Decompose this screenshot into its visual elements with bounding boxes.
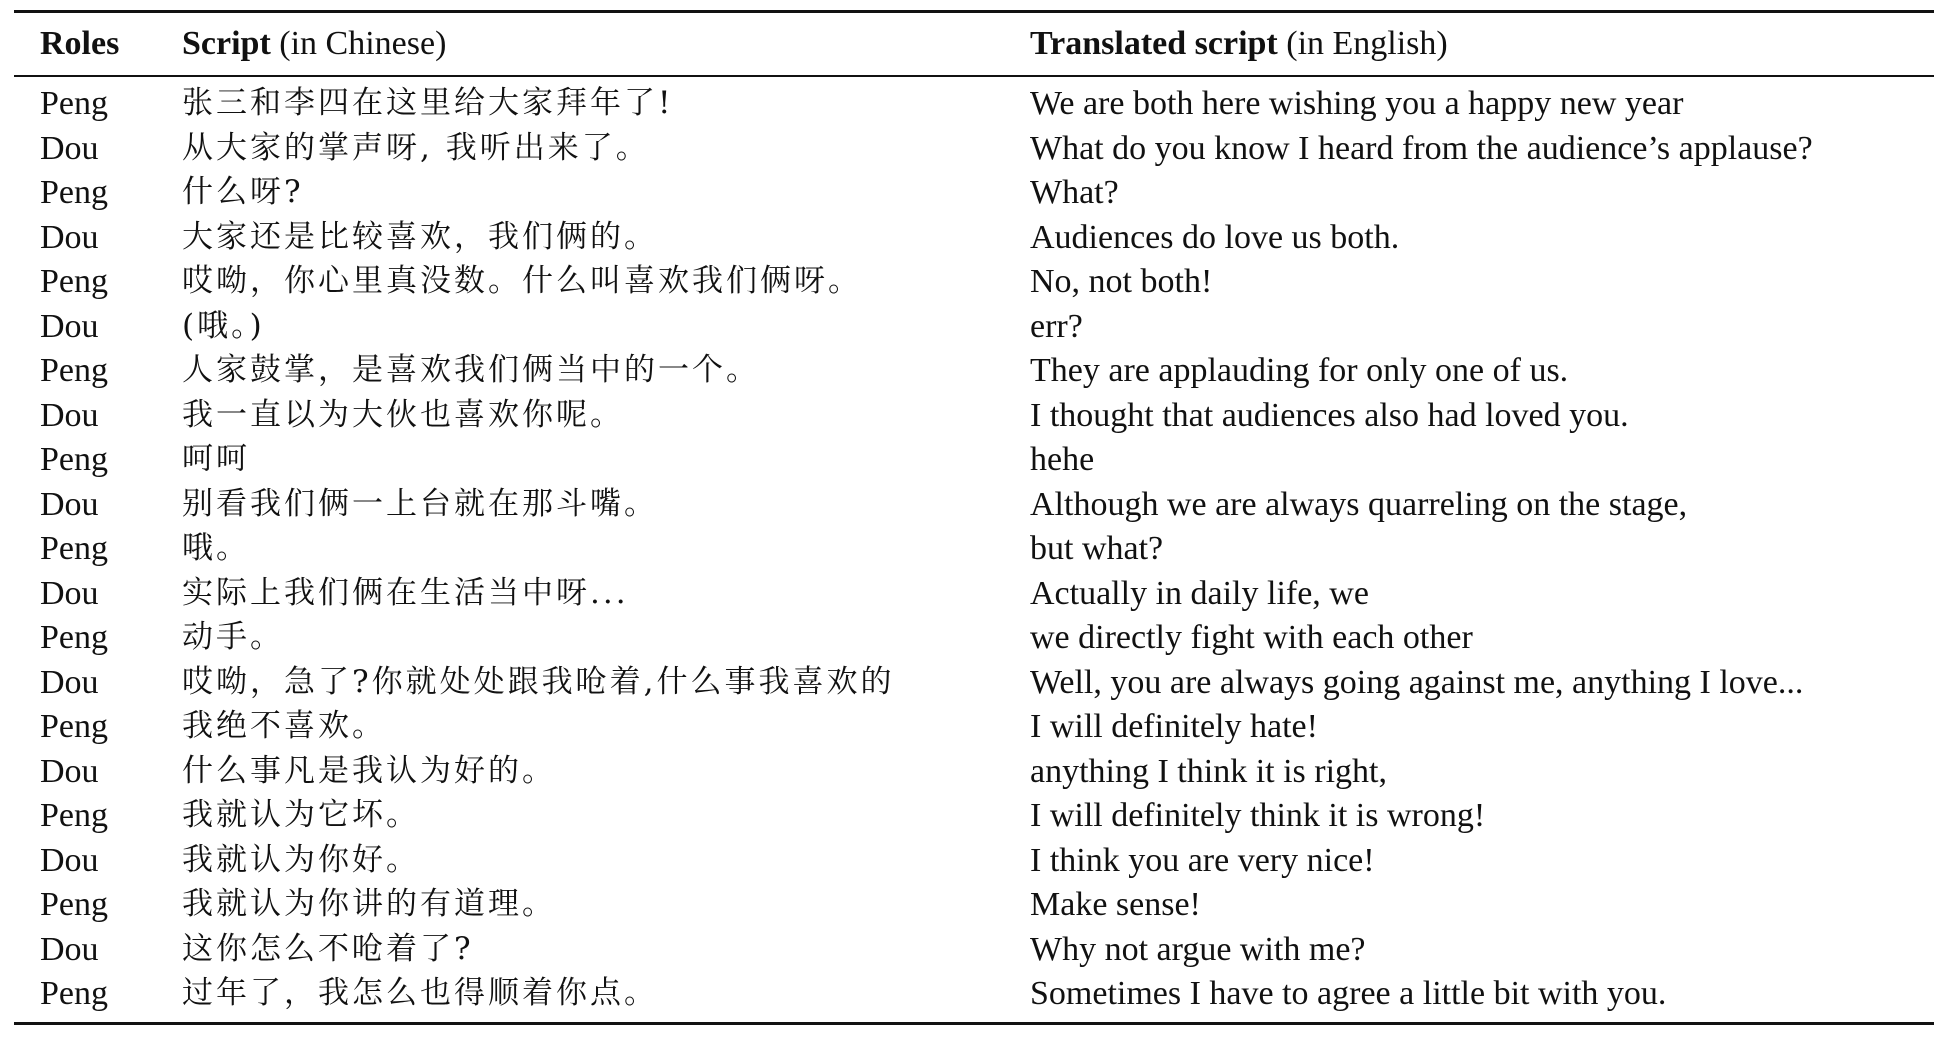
role-cell: Peng (40, 530, 108, 567)
role-cell: Peng (40, 797, 108, 834)
chinese-script-cell: 张三和李四在这里给大家拜年了! (182, 85, 674, 121)
english-script-cell: We are both here wishing you a happy new year (1030, 85, 1684, 122)
chinese-script-cell: 什么呀? (182, 174, 304, 210)
chinese-script-cell: 大家还是比较喜欢，我们俩的。 (182, 218, 658, 255)
chinese-script-cell: 别看我们俩一上台就在那斗嘴。 (182, 485, 658, 522)
english-script-cell: They are applauding for only one of us. (1030, 352, 1569, 389)
chinese-script-cell: 哎呦，你心里真没数。什么叫喜欢我们俩呀。 (182, 263, 862, 299)
english-script-cell: I will definitely think it is wrong! (1030, 797, 1486, 834)
english-script-cell: Audiences do love us both. (1030, 218, 1400, 256)
table-row (14, 304, 1934, 349)
role-cell: Peng (40, 975, 108, 1012)
script-table (14, 10, 1934, 1025)
table-row (14, 571, 1934, 616)
chinese-script-cell: 呵呵 (182, 441, 250, 477)
english-script-cell: Well, you are always going against me, anything I love... (1030, 663, 1804, 701)
chinese-script-cell: (哦。) (182, 307, 265, 344)
header-script (182, 27, 446, 61)
table-row (14, 170, 1934, 215)
english-script-cell: No, not both! (1030, 263, 1213, 300)
table-row (14, 126, 1934, 171)
table-row (14, 81, 1934, 126)
role-cell: Peng (40, 174, 108, 211)
english-script-cell: we directly fight with each other (1030, 619, 1473, 656)
role-cell: Dou (40, 663, 99, 701)
chinese-script-cell: 从大家的掌声呀, 我听出来了。 (182, 129, 650, 166)
chinese-script-cell: 人家鼓掌，是喜欢我们俩当中的一个。 (182, 352, 760, 388)
role-cell: Dou (40, 841, 99, 879)
role-cell: Dou (40, 307, 99, 345)
role-cell: Peng (40, 619, 108, 656)
table-row (14, 971, 1934, 1016)
role-cell: Peng (40, 85, 108, 122)
english-script-cell: Actually in daily life, we (1030, 574, 1369, 612)
english-script-cell: Sometimes I have to agree a little bit with you. (1030, 975, 1667, 1012)
table-row (14, 259, 1934, 304)
role-cell: Peng (40, 708, 108, 745)
chinese-script-cell: 哎呦，急了?你就处处跟我呛着,什么事我喜欢的 (182, 663, 895, 700)
table-row (14, 437, 1934, 482)
table-row (14, 749, 1934, 794)
chinese-script-cell: 什么事凡是我认为好的。 (182, 752, 556, 789)
table-row (14, 348, 1934, 393)
role-cell: Dou (40, 218, 99, 256)
table-body (14, 77, 1934, 1022)
role-cell: Peng (40, 441, 108, 478)
chinese-script-cell: 我就认为它坏。 (182, 797, 420, 833)
table-row (14, 838, 1934, 883)
english-script-cell: Why not argue with me? (1030, 930, 1366, 968)
header-translated-bold: Translated script (1030, 25, 1278, 62)
table-row (14, 615, 1934, 660)
role-cell: Dou (40, 129, 99, 167)
english-script-cell: What? (1030, 174, 1119, 211)
english-script-cell: but what? (1030, 530, 1164, 567)
english-script-cell: What do you know I heard from the audience’s applause? (1030, 129, 1813, 167)
chinese-script-cell: 我一直以为大伙也喜欢你呢。 (182, 396, 624, 433)
english-script-cell: err? (1030, 307, 1083, 345)
table-row (14, 927, 1934, 972)
header-roles: Roles (40, 25, 120, 62)
role-cell: Dou (40, 574, 99, 612)
chinese-script-cell: 我就认为你好。 (182, 841, 420, 878)
english-script-cell: hehe (1030, 441, 1095, 478)
role-cell: Peng (40, 886, 108, 923)
role-cell: Peng (40, 352, 108, 389)
header-translated-rest: (in English) (1277, 25, 1448, 62)
english-script-cell: Although we are always quarreling on the stage, (1030, 485, 1688, 523)
english-script-cell: I thought that audiences also had loved you. (1030, 396, 1629, 434)
chinese-script-cell: 动手。 (182, 619, 284, 655)
role-cell: Dou (40, 485, 99, 523)
role-cell: Dou (40, 752, 99, 790)
table-row (14, 393, 1934, 438)
chinese-script-cell: 过年了，我怎么也得顺着你点。 (182, 975, 658, 1011)
bottom-rule (14, 1022, 1934, 1025)
english-script-cell: I think you are very nice! (1030, 841, 1375, 879)
english-script-cell: Make sense! (1030, 886, 1201, 923)
chinese-script-cell: 我绝不喜欢。 (182, 708, 386, 744)
english-script-cell: I will definitely hate! (1030, 708, 1318, 745)
table-row (14, 526, 1934, 571)
role-cell: Peng (40, 263, 108, 300)
header-translated (1030, 27, 1448, 61)
table-row (14, 660, 1934, 705)
chinese-script-cell: 哦。 (182, 530, 250, 566)
table-header (14, 13, 1934, 75)
role-cell: Dou (40, 396, 99, 434)
table-row (14, 882, 1934, 927)
role-cell: Dou (40, 930, 99, 968)
table-row (14, 482, 1934, 527)
chinese-script-cell: 实际上我们俩在生活当中呀... (182, 574, 629, 611)
table-row (14, 704, 1934, 749)
table-row (14, 793, 1934, 838)
chinese-script-cell: 这你怎么不呛着了? (182, 930, 474, 967)
english-script-cell: anything I think it is right, (1030, 752, 1387, 790)
header-script-bold: Script (182, 25, 271, 62)
header-script-rest: (in Chinese) (270, 25, 447, 62)
table-row (14, 215, 1934, 260)
chinese-script-cell: 我就认为你讲的有道理。 (182, 886, 556, 922)
